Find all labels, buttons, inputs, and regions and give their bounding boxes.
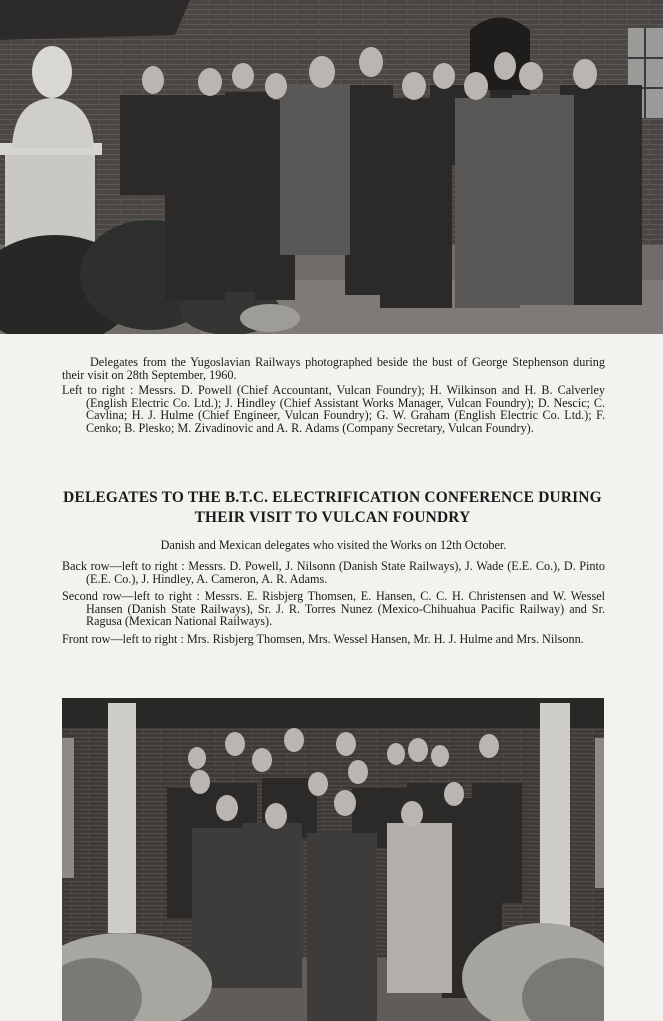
- front-row-names: Front row—left to right : Mrs. Risbjerg Thomsen, Mrs. Wessel Hansen, Mr. H. J. Hulme and Mrs. Nilsonn.: [62, 631, 584, 646]
- back-row-names: Back row—left to right : Messrs. D. Powell, J. Nilsonn (Danish State Railways), J. Wade (E.E. Co.), D. Pinto (E.E. Co.), J. Hindley, A. Cameron, A. R. Adams.: [62, 559, 605, 586]
- photo-danish-mexican-delegates: [62, 698, 604, 1021]
- intro-line: Danish and Mexican delegates who visited the Works on 12th October.: [160, 538, 507, 552]
- caption-names: Left to right : Messrs. D. Powell (Chief Accountant, Vulcan Foundry); H. Wilkinson and H. B. Calverley (English Electric Co. Ltd.); J. Hindley (Chief Assistant Works Manager, Vulcan Foundry); D. Nescic; C. Cavlina; H. J. Hulme (Chief Engineer, Vulcan Foundry); G. W. Graham (English Electric Co. Ltd.); F. Cenko; B. Plesko; M. Zivadinovic and A. R. Adams (Company Secretary, Vulcan Foundry).: [62, 383, 605, 435]
- section-heading: DELEGATES TO THE B.T.C. ELECTRIFICATION CONFERENCE DURING THEIR VISIT TO VULCAN FOUNDRY: [63, 489, 602, 526]
- caption-description: Delegates from the Yugoslavian Railways photographed beside the bust of George Stephenson during their visit on 28th September, 1960.: [62, 355, 605, 382]
- photo-yugoslavian-delegates: [0, 0, 663, 334]
- second-row-names: Second row—left to right : Messrs. E. Risbjerg Thomsen, E. Hansen, C. C. H. Christensen and W. Wessel Hansen (Danish State Railways), Sr. J. R. Torres Nunez (Mexico-Chihuahua Pacific Railway) and Sr. Ragusa (Mexican National Railways).: [62, 589, 605, 629]
- photo-caption-yugoslavian: [62, 356, 605, 435]
- delegate-rows-caption: [62, 560, 605, 651]
